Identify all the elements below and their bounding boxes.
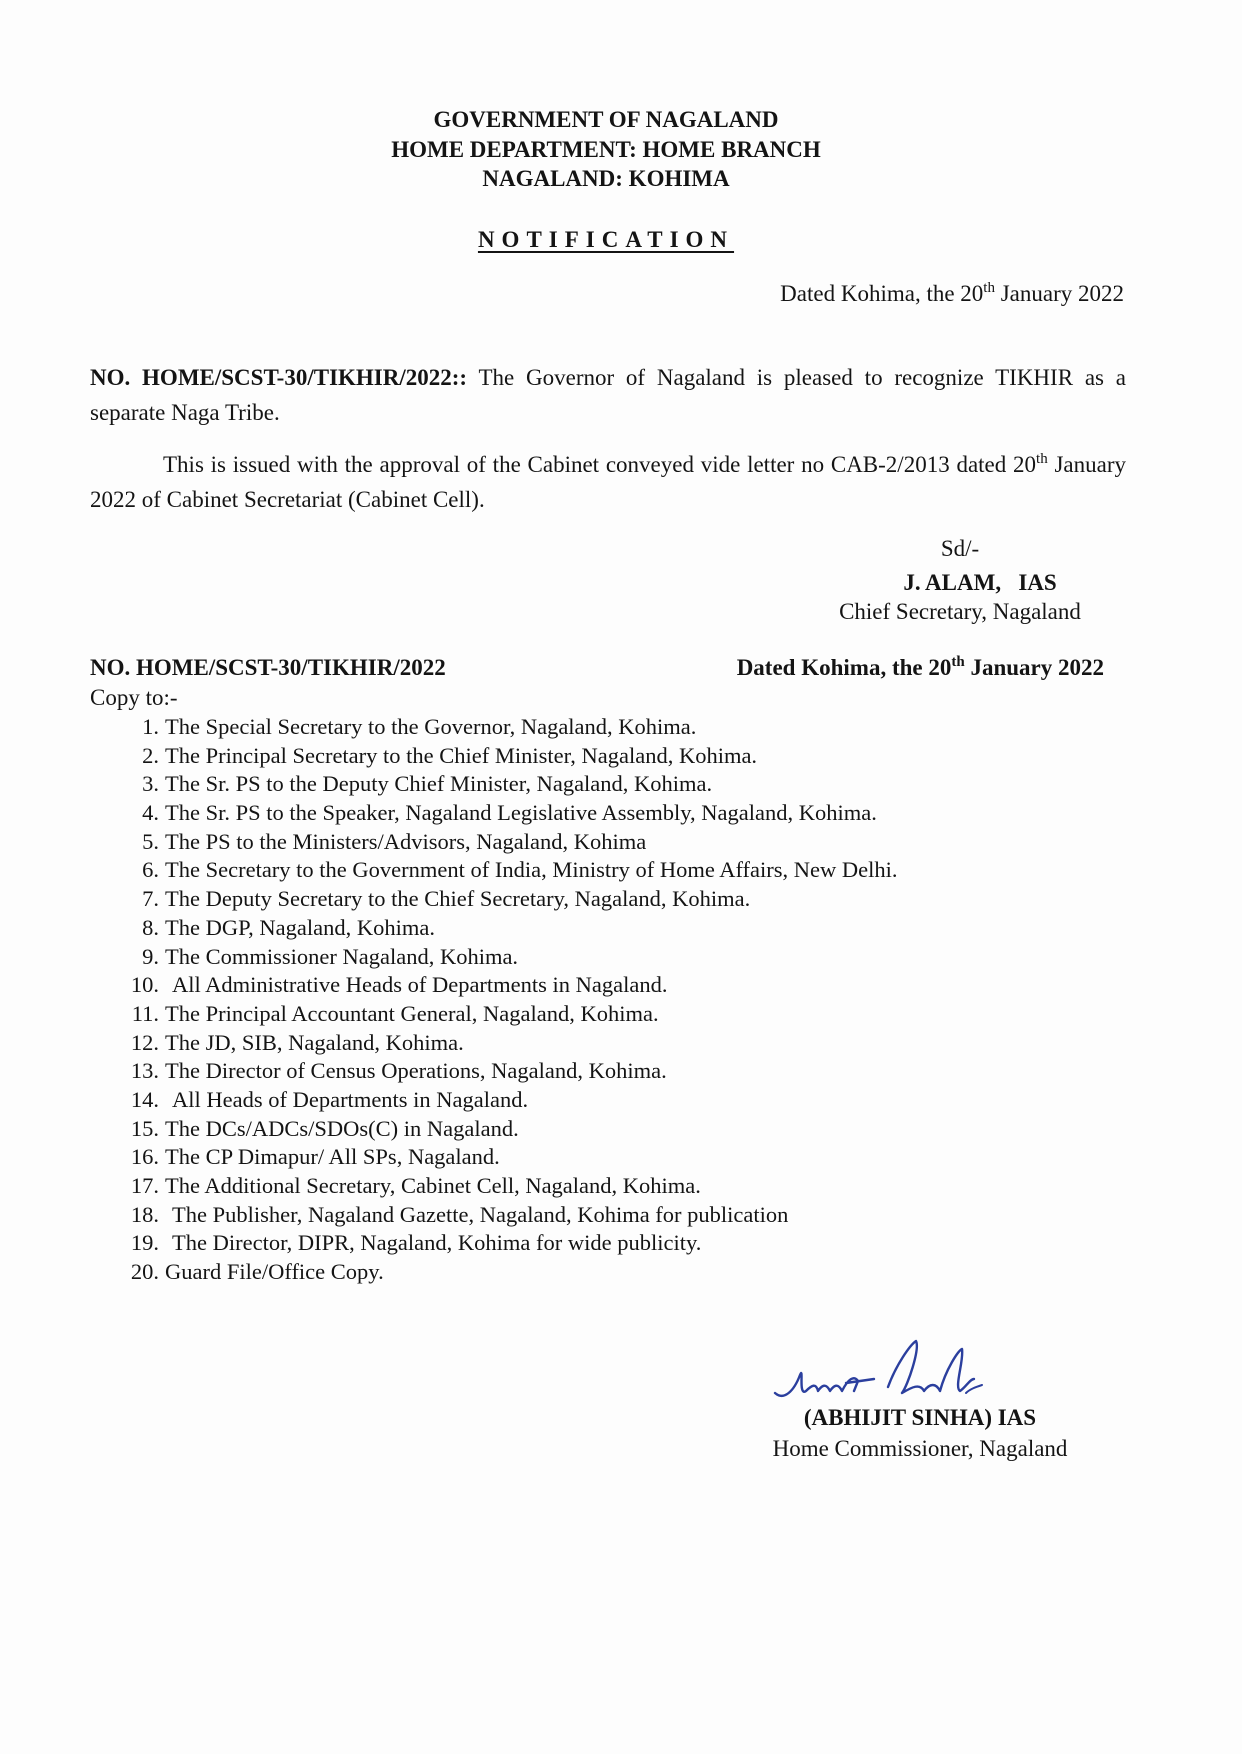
- list-item-number: 5.: [142, 828, 159, 854]
- list-item-text: The Secretary to the Government of India, Ministry of Home Affairs, New Delhi.: [165, 857, 898, 883]
- list-item-text: The CP Dimapur/ All SPs, Nagaland.: [165, 1144, 500, 1170]
- list-item-text: The DCs/ADCs/SDOs(C) in Nagaland.: [165, 1115, 519, 1141]
- list-item: [0, 799, 1242, 828]
- signatory1-title: Chief Secretary, Nagaland: [839, 599, 1081, 624]
- notification-body-text: The Governor of Nagaland is pleased to recognize TIKHIR as a separate Naga Tribe.: [90, 365, 1126, 425]
- list-item: [0, 885, 1242, 914]
- approval-text-prefix: This is issued with the approval of the Cabinet conveyed vide letter no CAB-2/2013 dated 20: [163, 452, 1037, 477]
- header-line-government: GOVERNMENT OF NAGALAND: [433, 107, 779, 132]
- list-item-text: The PS to the Ministers/Advisors, Nagaland, Kohima: [165, 828, 647, 854]
- list-item: [0, 1029, 1242, 1058]
- dated-top-suffix: January 2022: [994, 281, 1124, 306]
- signatory1-sd: Sd/-: [940, 536, 980, 561]
- list-item-text: The Director, DIPR, Nagaland, Kohima for wide publicity.: [172, 1230, 702, 1256]
- list-item-text: All Administrative Heads of Departments in Nagaland.: [172, 972, 668, 998]
- notification-paragraph: [90, 360, 1126, 430]
- dated-top-prefix: Dated Kohima, the 20: [780, 281, 984, 306]
- list-item-number: 1.: [142, 714, 159, 739]
- header-line-location: NAGALAND: KOHIMA: [482, 166, 730, 191]
- list-item-text: The Sr. PS to the Speaker, Nagaland Legislative Assembly, Nagaland, Kohima.: [165, 800, 877, 826]
- list-item-text: The Deputy Secretary to the Chief Secretary, Nagaland, Kohima.: [165, 886, 751, 912]
- list-item-text: The Principal Secretary to the Chief Minister, Nagaland, Kohima.: [165, 742, 758, 768]
- notification-title: [0, 227, 1212, 253]
- list-item-text: The Commissioner Nagaland, Kohima.: [165, 943, 519, 969]
- list-item-text: The JD, SIB, Nagaland, Kohima.: [165, 1029, 464, 1055]
- list-item: [0, 971, 1242, 1000]
- list-item: [0, 856, 1242, 885]
- list-item-number: 20.: [130, 1259, 159, 1285]
- list-item: [0, 1143, 1242, 1172]
- copy-ref-date-prefix: Dated Kohima, the 20: [736, 655, 952, 680]
- notification-ref-number: NO. HOME/SCST-30/TIKHIR/2022::: [90, 365, 468, 390]
- list-item-number: 19.: [130, 1230, 159, 1256]
- list-item-text: The Additional Secretary, Cabinet Cell, Nagaland, Kohima.: [165, 1173, 701, 1198]
- copy-to-list: [0, 713, 1242, 1287]
- list-item-number: 4.: [142, 800, 159, 826]
- signatory2-title: Home Commissioner, Nagaland: [772, 1436, 1068, 1461]
- list-item-number: 15.: [130, 1115, 159, 1141]
- list-item-number: 16.: [130, 1144, 159, 1170]
- list-item-text: All Heads of Departments in Nagaland.: [172, 1086, 529, 1112]
- list-item-number: 10.: [130, 972, 159, 998]
- notification-title-text: NOTIFICATION: [477, 227, 735, 252]
- list-item: [0, 770, 1242, 799]
- approval-paragraph: [90, 447, 1126, 517]
- list-item-text: The Sr. PS to the Deputy Chief Minister, Nagaland, Kohima.: [165, 771, 713, 797]
- list-item-text: The Director of Census Operations, Nagaland, Kohima.: [165, 1058, 667, 1084]
- list-item: [0, 828, 1242, 857]
- list-item: [0, 1258, 1242, 1287]
- dated-top: [780, 281, 1124, 307]
- list-item: [0, 1229, 1242, 1258]
- list-item: [0, 1172, 1242, 1201]
- list-item-number: 18.: [130, 1201, 159, 1227]
- list-item-number: 14.: [130, 1086, 159, 1112]
- copy-to-label: Copy to:-: [90, 685, 178, 710]
- list-item: [0, 914, 1242, 943]
- list-item-number: 12.: [130, 1029, 159, 1055]
- handwritten-signature: [770, 1335, 1040, 1415]
- list-item-number: 3.: [142, 771, 159, 797]
- list-item-text: The DGP, Nagaland, Kohima.: [165, 914, 435, 940]
- signatory1-name: J. ALAM, IAS: [903, 570, 1057, 595]
- list-item-text: The Special Secretary to the Governor, Nagaland, Kohima.: [165, 714, 697, 739]
- header-line-department: HOME DEPARTMENT: HOME BRANCH: [391, 137, 821, 162]
- list-item-text: The Publisher, Nagaland Gazette, Nagaland, Kohima for publication: [172, 1201, 789, 1227]
- list-item: [0, 1057, 1242, 1086]
- list-item: [0, 1086, 1242, 1115]
- list-item-number: 11.: [131, 1000, 159, 1026]
- list-item-text: Guard File/Office Copy.: [165, 1259, 384, 1285]
- list-item: [0, 1115, 1242, 1144]
- copy-ref-number: NO. HOME/SCST-30/TIKHIR/2022: [90, 655, 446, 680]
- list-item: [0, 1000, 1242, 1029]
- dated-top-sup: th: [983, 280, 995, 296]
- list-item-number: 9.: [142, 943, 159, 969]
- approval-text-suffix: January 2022 of Cabinet Secretariat (Cabinet Cell).: [90, 452, 1126, 512]
- list-item-number: 17.: [130, 1173, 159, 1198]
- copy-ref-date: [737, 655, 1104, 681]
- list-item: [0, 742, 1242, 771]
- list-item-number: 2.: [142, 742, 159, 768]
- list-item-number: 8.: [142, 914, 159, 940]
- list-item-number: 13.: [130, 1058, 159, 1084]
- list-item-text: The Principal Accountant General, Nagaland, Kohima.: [165, 1000, 659, 1026]
- list-item: [0, 713, 1242, 742]
- list-item: [0, 1201, 1242, 1230]
- copy-ref-date-sup: th: [951, 654, 965, 670]
- list-item-number: 6.: [142, 857, 159, 883]
- copy-ref-date-suffix: January 2022: [964, 655, 1104, 680]
- signatory2-name: (ABHIJIT SINHA) IAS: [803, 1405, 1037, 1430]
- approval-text-sup: th: [1036, 451, 1048, 467]
- list-item-number: 7.: [142, 886, 159, 912]
- list-item: [0, 943, 1242, 972]
